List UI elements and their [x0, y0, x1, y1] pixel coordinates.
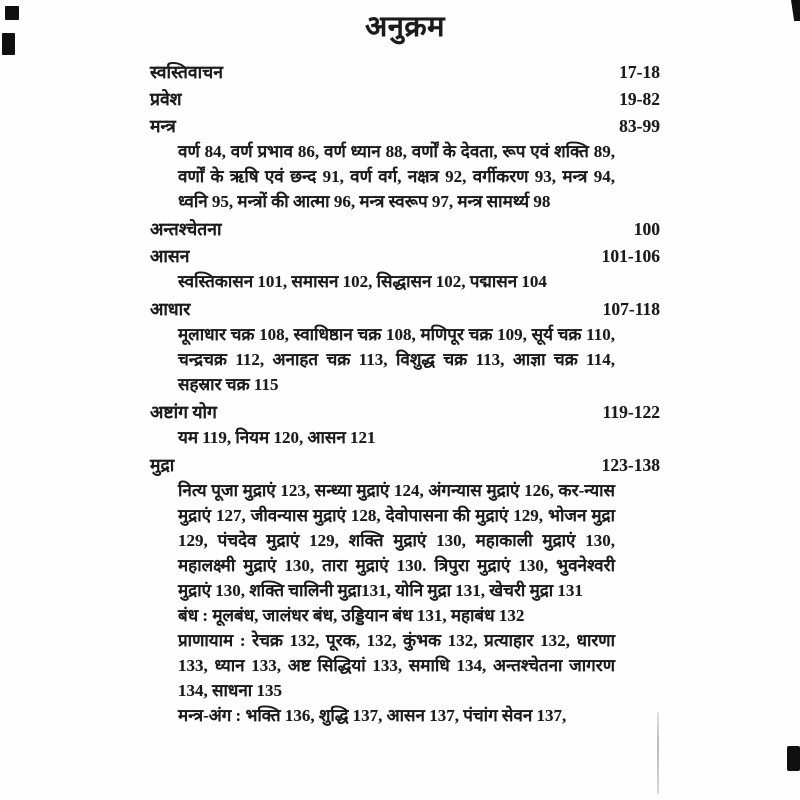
toc-entry-page-range: 119-122 [602, 402, 660, 422]
toc-entry [150, 217, 660, 241]
toc-entry-details [178, 139, 615, 214]
toc-entry-page-range: 83-99 [619, 116, 660, 136]
toc-entry-heading [150, 453, 660, 477]
toc-detail-paragraph: बंध : मूलबंध, जालंधर बंध, उड्डियान बंध 131, महाबंध 132 [178, 606, 525, 625]
toc-entry-page-range: 19-82 [619, 89, 660, 109]
toc-entry [150, 114, 660, 214]
toc-entry [150, 244, 660, 294]
toc-detail-paragraph: प्राणायाम : रेचक्र 132, पूरक, 132, कुंभक 132, प्रत्याहार 132, धारणा 133, ध्यान 133, अष्ट सिद्धियां 133, समाधि 134, अन्तश्चेतना जागरण 134, साधना 135 [178, 631, 615, 700]
toc-entry-label: आसन [150, 246, 190, 266]
toc-entry-label: प्रवेश [150, 89, 182, 109]
toc-entry-heading [150, 217, 660, 241]
toc-entry-label: स्वस्तिवाचन [150, 62, 223, 82]
toc-entry-label: आधार [150, 299, 191, 319]
toc-detail-paragraph: नित्य पूजा मुद्राएं 123, सन्ध्या मुद्राएं 124, अंगन्यास मुद्राएं 126, कर-न्यास मुद्राएं 127, जीवन्यास मुद्राएं 128, देवोपासना की मुद्राएं 129, भोजन मुद्रा 129, पंचदेव मुद्राएं 129, शक्ति मुद्राएं 130, महाकाली मुद्राएं 130, महालक्ष्मी मुद्राएं 130, तारा मुद्राएं 130. त्रिपुरा मुद्राएं 130, भुवनेश्वरी मुद्राएं 130, शक्ति चालिनी मुद्रा131, योनि मुद्रा 131, खेचरी मुद्रा 131 [178, 481, 615, 600]
toc-entry [150, 87, 660, 111]
toc-entry-label: मन्त्र [150, 116, 176, 136]
toc-entry-page-range: 17-18 [619, 62, 660, 82]
toc-entry-heading [150, 60, 660, 84]
toc-detail-paragraph: स्वस्तिकासन 101, समासन 102, सिद्धासन 102, पद्मासन 104 [178, 272, 547, 291]
toc-entry-details [178, 322, 615, 397]
toc-entry [150, 400, 660, 450]
toc-entry-details [178, 425, 615, 450]
toc-entry-label: मुद्रा [150, 455, 175, 475]
toc-entry-label: अन्तश्चेतना [150, 219, 222, 239]
page-title: अनुक्रम [365, 11, 445, 43]
toc-entry-details [178, 478, 615, 728]
toc-entry [150, 60, 660, 84]
toc-entry-list [150, 60, 660, 728]
toc-entry [150, 453, 660, 728]
toc-entry-page-range: 107-118 [602, 299, 660, 319]
toc-entry-heading [150, 87, 660, 111]
toc-entry [150, 297, 660, 397]
scan-artifact-bottom-right [787, 746, 800, 771]
scan-artifact-top-left-1 [5, 6, 19, 20]
toc-entry-heading [150, 244, 660, 268]
toc-detail-paragraph: यम 119, नियम 120, आसन 121 [178, 428, 376, 447]
toc-entry-heading [150, 297, 660, 321]
toc-entry-details [178, 269, 615, 294]
toc-detail-paragraph: मन्त्र-अंग : भक्ति 136, शुद्धि 137, आसन 137, पंचांग सेवन 137, [178, 706, 567, 725]
toc-entry-page-range: 123-138 [601, 455, 660, 475]
toc-detail-paragraph: मूलाधार चक्र 108, स्वाधिष्ठान चक्र 108, मणिपूर चक्र 109, सूर्य चक्र 110, चन्द्रचक्र 112, अनाहत चक्र 113, विशुद्ध चक्र 113, आज्ञा चक्र 114, सहस्रार चक्र 115 [178, 325, 615, 394]
toc-entry-heading [150, 400, 660, 424]
toc-entry-page-range: 100 [633, 219, 660, 239]
toc-detail-paragraph: वर्ण 84, वर्ण प्रभाव 86, वर्ण ध्यान 88, वर्णों के देवता, रूप एवं शक्ति 89, वर्णों के ऋषि एवं छन्द 91, वर्ण वर्ग, नक्षत्र 92, वर्गीकरण 93, मन्त्र 94, ध्वनि 95, मन्त्रों की आत्मा 96, मन्त्र स्वरूप 97, मन्त्र सामर्थ्य 98 [178, 142, 615, 211]
scan-artifact-top-left-2 [2, 33, 15, 55]
toc-entry-label: अष्टांग योग [150, 402, 217, 422]
scan-artifact-faint-line [657, 712, 659, 794]
toc-entry-heading [150, 114, 660, 138]
toc-entry-page-range: 101-106 [601, 246, 660, 266]
